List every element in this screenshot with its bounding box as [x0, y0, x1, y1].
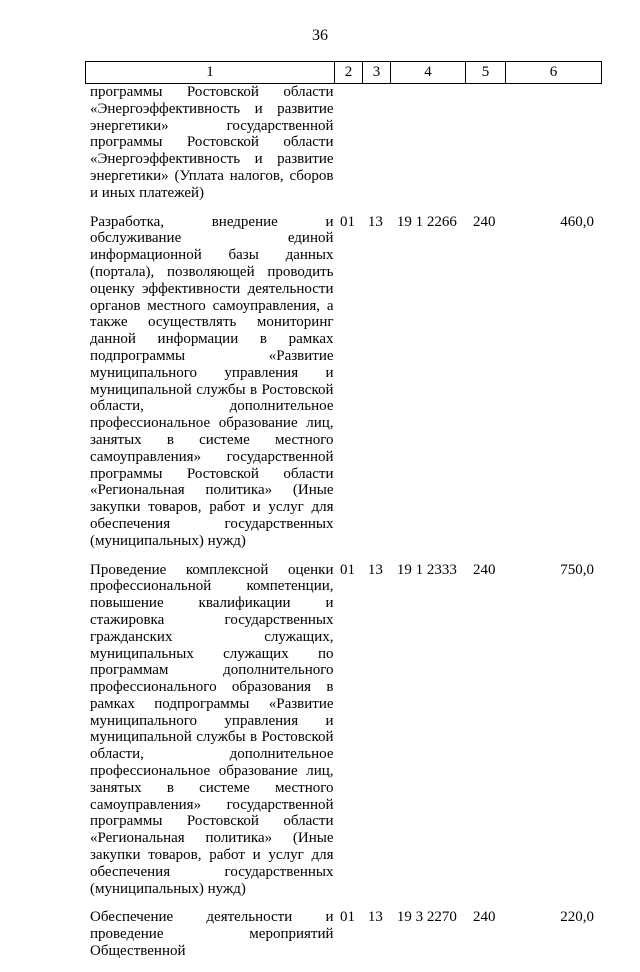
header-col-5: 5 [466, 62, 506, 84]
row-section-code: 01 [339, 213, 355, 230]
header-col-4: 4 [391, 62, 466, 84]
row-subsection-code [361, 84, 389, 202]
column-header-table [85, 61, 602, 84]
header-row [86, 62, 602, 84]
header-col-1: 1 [86, 62, 335, 84]
row-description: Разработка, внедрение и обслуживание единой информационной базы данных (портала), позволяющей проводить оценку эффективности деятельности органов местного самоуправления, а также осуществлять мониторинг данной информации в рамках подпрограммы «Развитие муниципального управления и муниципальной службы в Ростовской области, дополнительное профессиональное образование лиц, занятых в системе местного самоуправления» государственной программы Ростовской области «Региональная политика» (Иные закупки товаров, работ и услуг для обеспечения государственных (муниципальных) нужд) [90, 213, 334, 549]
row-description: Обеспечение деятельности и проведение мероприятий Общественной [90, 909, 334, 960]
row-amount [504, 84, 600, 202]
row-target-article: 19 1 2333 [396, 561, 457, 578]
row-amount: 750,0 [560, 561, 594, 578]
header-col-3: 3 [363, 62, 391, 84]
table-row [85, 909, 600, 959]
row-expense-type: 240 [472, 561, 496, 578]
row-target-article [389, 84, 464, 202]
row-amount: 220,0 [560, 909, 594, 926]
row-section-code: 01 [339, 561, 355, 578]
row-expense-type: 240 [472, 213, 496, 230]
row-description: программы Ростовской области «Энергоэффективность и развитие энергетики» государственной программы Ростовской области «Энергоэффективность и развитие энергетики» (Уплата налогов, сборов и иных платежей) [90, 84, 334, 201]
table-row [85, 562, 600, 898]
table-row [85, 214, 600, 550]
table-row [85, 84, 600, 202]
row-subsection-code: 13 [367, 909, 383, 926]
row-section-code [334, 84, 362, 202]
row-target-article: 19 1 2266 [396, 213, 457, 230]
row-subsection-code: 13 [367, 561, 383, 578]
row-expense-type: 240 [472, 909, 496, 926]
header-col-6: 6 [506, 62, 602, 84]
row-subsection-code: 13 [367, 213, 383, 230]
row-section-code: 01 [339, 909, 355, 926]
table-body [85, 84, 600, 972]
header-col-2: 2 [335, 62, 363, 84]
row-expense-type [464, 84, 504, 202]
row-description: Проведение комплексной оценки профессиональной компетенции, повышение квалификации и стажировка государственных гражданских служащих, муниципальных служащих по программам дополнительного профессионального образования в рамках подпрограммы «Развитие муниципального управления и муниципальной службы в Ростовской области, дополнительное профессиональное образование лиц, занятых в системе местного самоуправления» государственной программы Ростовской области «Региональная политика» (Иные закупки товаров, работ и услуг для обеспечения государственных (муниципальных) нужд) [90, 561, 334, 897]
row-amount: 460,0 [560, 213, 594, 230]
row-target-article: 19 3 2270 [396, 909, 457, 926]
page-number: 36 [312, 27, 328, 44]
